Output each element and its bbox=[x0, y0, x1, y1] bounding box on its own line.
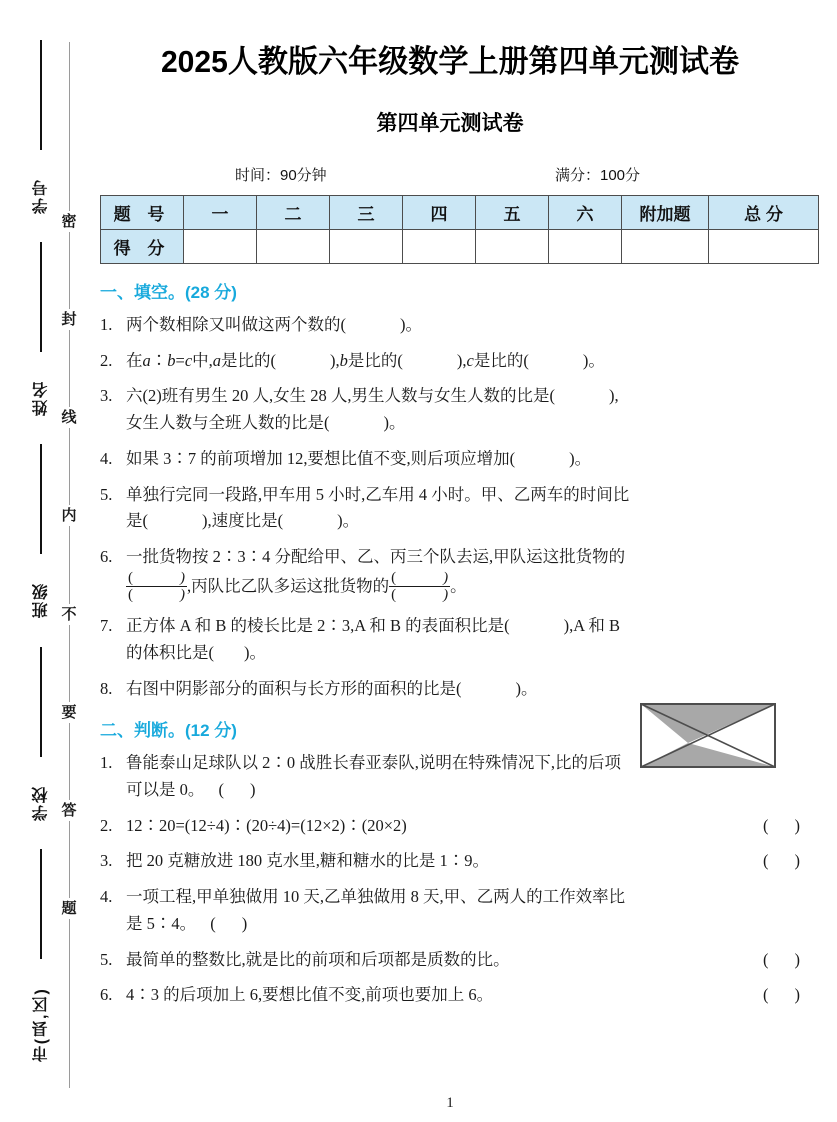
question-text: 正方体 A 和 B 的棱长比是 2∶3,A 和 B 的表面积比是( bbox=[126, 616, 510, 636]
question-1-5 bbox=[100, 482, 800, 535]
question-text: 在 bbox=[126, 350, 143, 370]
fraction-numerator[interactable] bbox=[126, 570, 187, 586]
question-text: 鲁能泰山足球队以 2∶0 战胜长春亚泰队,说明在特殊情况下,比的后项 bbox=[126, 753, 621, 773]
paren-open: ( bbox=[763, 851, 769, 871]
score-cell-2[interactable] bbox=[257, 230, 330, 264]
paren-open: ( bbox=[763, 949, 769, 969]
margin-field-shixianqu: 市(县,区) bbox=[32, 986, 50, 1062]
seal-char-3: 线 bbox=[61, 409, 77, 427]
answer-bracket[interactable] bbox=[200, 914, 247, 933]
question-number: 7. bbox=[100, 616, 113, 636]
score-cell-total[interactable] bbox=[709, 230, 819, 264]
variable-c: c bbox=[184, 350, 193, 370]
fraction-blank-2[interactable] bbox=[389, 570, 450, 603]
question-number: 6. bbox=[100, 547, 113, 567]
question-2-1 bbox=[100, 750, 800, 803]
question-text-tail: )。 bbox=[515, 678, 538, 698]
paren-close: ) bbox=[794, 851, 800, 871]
question-1-7 bbox=[100, 613, 800, 666]
seal-char-2: 封 bbox=[61, 311, 77, 329]
score-table-col-1: 一 bbox=[184, 196, 257, 230]
margin-field-banji: 班级 bbox=[32, 582, 50, 619]
question-line-1 bbox=[126, 982, 800, 1009]
answer-bracket[interactable] bbox=[753, 982, 800, 1009]
score-table-col-4: 四 bbox=[403, 196, 476, 230]
paren-open: ( bbox=[763, 985, 769, 1005]
page-subtitle: 第四单元测试卷 bbox=[376, 112, 524, 135]
score-table-col-5: 五 bbox=[476, 196, 549, 230]
paren-close: ) bbox=[794, 815, 800, 835]
question-text: 中, bbox=[192, 350, 213, 370]
seal-dash bbox=[69, 526, 70, 603]
score-table-col-3: 三 bbox=[330, 196, 403, 230]
seal-dash bbox=[69, 723, 70, 800]
seal-dash bbox=[69, 428, 70, 505]
question-number: 1. bbox=[100, 753, 113, 773]
question-number: 2. bbox=[100, 350, 113, 370]
score-cell-bonus[interactable] bbox=[622, 230, 709, 264]
question-text: 是( bbox=[126, 511, 148, 531]
question-line-1 bbox=[126, 947, 800, 974]
question-1-2 bbox=[100, 348, 800, 375]
question-number: 3. bbox=[100, 386, 113, 406]
paren-close: ) bbox=[241, 913, 248, 933]
table-row-question-numbers bbox=[101, 196, 819, 230]
paren-open: ( bbox=[128, 586, 133, 603]
equals-symbol: = bbox=[175, 350, 185, 370]
question-text: 是比的( bbox=[347, 350, 403, 370]
question-text: 的体积比是( bbox=[126, 642, 214, 662]
question-text: 一批货物按 2∶3∶4 分配给甲、乙、丙三个队去运,甲队运这批货物的 bbox=[126, 547, 626, 567]
question-1-4 bbox=[100, 446, 800, 473]
question-2-2 bbox=[100, 813, 800, 840]
seal-char-8: 题 bbox=[61, 899, 77, 917]
exam-time-label: 时间：90分钟 bbox=[235, 167, 327, 184]
seal-dash bbox=[69, 821, 70, 898]
variable-a: a bbox=[142, 350, 151, 370]
question-text: ), bbox=[456, 350, 467, 370]
section-1-points: (28 分) bbox=[185, 283, 237, 302]
question-text: 单独行完同一段路,甲车用 5 小时,乙车用 4 小时。甲、乙两车的时间比 bbox=[126, 484, 630, 504]
margin-divider bbox=[40, 849, 42, 959]
score-table-row-label-question: 题 号 bbox=[101, 196, 184, 230]
question-1-6 bbox=[100, 544, 800, 604]
question-text-tail: )。 bbox=[244, 642, 266, 662]
question-text: ), bbox=[330, 350, 340, 370]
question-number: 2. bbox=[100, 815, 113, 835]
question-line-1 bbox=[126, 848, 800, 875]
paren-open: ( bbox=[218, 780, 224, 799]
question-text: ),A 和 B bbox=[563, 616, 621, 636]
seal-char-7: 答 bbox=[61, 801, 77, 819]
page-number: 1 bbox=[446, 1095, 454, 1111]
paren-close: ) bbox=[794, 985, 800, 1005]
seal-dash bbox=[69, 625, 70, 702]
test-paper-body bbox=[100, 0, 800, 1122]
margin-divider bbox=[40, 40, 42, 150]
fraction-denominator[interactable] bbox=[389, 586, 450, 603]
question-line-2 bbox=[126, 777, 800, 804]
question-text: 如果 3∶7 的前项增加 12,要想比值不变,则后项应增加( bbox=[126, 448, 516, 468]
score-cell-3[interactable] bbox=[330, 230, 403, 264]
question-1-1 bbox=[100, 312, 800, 339]
answer-bracket[interactable] bbox=[753, 848, 800, 875]
question-text-tail: )。 bbox=[400, 315, 422, 334]
section-2-question-list bbox=[100, 750, 800, 1009]
question-text: 两个数相除又叫做这两个数的( bbox=[126, 315, 346, 334]
paren-open: ( bbox=[210, 913, 216, 933]
paren-close: ) bbox=[250, 780, 256, 799]
score-cell-5[interactable] bbox=[476, 230, 549, 264]
exam-full-marks-label: 满分：100分 bbox=[555, 167, 641, 184]
question-text: 一项工程,甲单独做用 10 天,乙单独做用 8 天,甲、乙两人的工作效率比 bbox=[126, 887, 626, 907]
question-number: 5. bbox=[100, 484, 113, 504]
seal-dash bbox=[69, 330, 70, 407]
variable-b-2: b bbox=[339, 350, 348, 370]
question-text: 六(2)班有男生 20 人,女生 28 人,男生人数与女生人数的比是( bbox=[126, 386, 555, 406]
question-text: 右图中阴影部分的面积与长方形的面积的比是( bbox=[126, 678, 462, 698]
score-cell-4[interactable] bbox=[403, 230, 476, 264]
page-title: 2025人教版六年级数学上册第四单元测试卷 bbox=[160, 44, 740, 79]
score-cell-6[interactable] bbox=[549, 230, 622, 264]
paren-open: ( bbox=[391, 569, 397, 586]
score-table-col-2: 二 bbox=[257, 196, 330, 230]
question-number: 3. bbox=[100, 851, 113, 871]
question-text: ),速度比是( bbox=[202, 511, 284, 531]
score-cell-1[interactable] bbox=[184, 230, 257, 264]
question-text-tail: 。 bbox=[450, 576, 467, 596]
seal-char-5: 不 bbox=[61, 605, 77, 623]
answer-bracket[interactable] bbox=[753, 813, 800, 840]
answer-bracket[interactable] bbox=[753, 947, 800, 974]
question-1-3 bbox=[100, 383, 800, 436]
section-2-points: (12 分) bbox=[185, 721, 237, 741]
paren-close: ) bbox=[180, 569, 185, 586]
paren-close: ) bbox=[794, 949, 800, 969]
variable-c-2: c bbox=[466, 350, 474, 370]
question-text: 4∶3 的后项加上 6,要想比值不变,前项也要加上 6。 bbox=[126, 985, 494, 1005]
score-table-col-total: 总 分 bbox=[709, 196, 819, 230]
score-table-col-6: 六 bbox=[549, 196, 622, 230]
question-text: 12∶20=(12÷4)∶(20÷4)=(12×2)∶(20×2) bbox=[126, 815, 407, 835]
paren-close: ) bbox=[443, 586, 449, 603]
paren-open: ( bbox=[763, 815, 769, 835]
section-1-title: 一、填空。 bbox=[100, 283, 185, 302]
question-line-2 bbox=[126, 640, 800, 667]
question-line-2 bbox=[126, 571, 800, 604]
question-text: 是比的( bbox=[221, 350, 277, 370]
seal-char-1: 密 bbox=[61, 213, 77, 231]
score-table-col-bonus: 附加题 bbox=[622, 196, 709, 230]
question-text: ,丙队比乙队多运这批货物的 bbox=[187, 576, 390, 596]
fraction-numerator[interactable] bbox=[389, 570, 450, 586]
question-text-tail: )。 bbox=[569, 448, 592, 468]
seal-dash bbox=[69, 232, 70, 309]
ratio-symbol: ∶ bbox=[150, 350, 168, 370]
answer-bracket[interactable] bbox=[209, 780, 256, 799]
question-2-5 bbox=[100, 947, 800, 974]
seal-dash bbox=[69, 919, 70, 1088]
margin-divider bbox=[40, 242, 42, 352]
section-2-title: 二、判断。 bbox=[100, 721, 185, 741]
question-text: 最简单的整数比,就是比的前项和后项都是质数的比。 bbox=[126, 949, 510, 969]
question-number: 8. bbox=[100, 678, 113, 698]
question-text: ), bbox=[608, 386, 619, 406]
question-text: 是比的( bbox=[473, 350, 529, 370]
question-text: 把 20 克糖放进 180 克水里,糖和糖水的比是 1∶9。 bbox=[126, 851, 489, 871]
seal-line-margin bbox=[52, 42, 86, 1088]
margin-divider bbox=[40, 444, 42, 554]
question-text-tail: )。 bbox=[337, 511, 360, 531]
question-number: 6. bbox=[100, 985, 113, 1005]
question-number: 4. bbox=[100, 448, 113, 468]
question-line-2 bbox=[126, 410, 800, 437]
section-heading-fill-blank bbox=[100, 278, 800, 303]
section-1-question-list bbox=[100, 312, 800, 702]
question-2-3 bbox=[100, 848, 800, 875]
seal-dash bbox=[69, 42, 70, 211]
score-table bbox=[100, 195, 819, 264]
exam-meta bbox=[100, 164, 800, 186]
fraction-denominator[interactable] bbox=[126, 586, 187, 603]
variable-a-2: a bbox=[212, 350, 222, 370]
paren-close: ) bbox=[180, 586, 185, 603]
paren-close: ) bbox=[443, 569, 449, 586]
question-text: 是 5∶4。 bbox=[126, 913, 197, 933]
question-number: 4. bbox=[100, 887, 113, 907]
seal-char-4: 内 bbox=[61, 507, 77, 525]
margin-field-xingming: 姓名 bbox=[32, 380, 50, 417]
score-table-row-label-score: 得 分 bbox=[101, 230, 184, 264]
question-1-8 bbox=[100, 676, 800, 703]
paren-open: ( bbox=[128, 569, 133, 586]
question-line-2 bbox=[126, 911, 800, 938]
question-2-4 bbox=[100, 884, 800, 937]
paren-open: ( bbox=[391, 586, 397, 603]
table-row-scores bbox=[101, 230, 819, 264]
question-number: 1. bbox=[100, 315, 113, 334]
variable-b: b bbox=[167, 350, 176, 370]
question-text-tail: )。 bbox=[383, 413, 406, 433]
question-number: 5. bbox=[100, 949, 113, 969]
fraction-blank-1[interactable] bbox=[126, 570, 187, 603]
question-2-6 bbox=[100, 982, 800, 1009]
question-text-tail: )。 bbox=[582, 350, 605, 370]
question-line-2 bbox=[126, 508, 800, 535]
question-text: 女生人数与全班人数的比是( bbox=[126, 413, 330, 433]
question-line-1 bbox=[126, 813, 800, 840]
seal-char-6: 要 bbox=[61, 703, 77, 721]
question-text: 可以是 0。 bbox=[126, 780, 205, 799]
margin-field-xuexiao: 学校 bbox=[32, 784, 50, 821]
margin-field-xuehao: 学号 bbox=[32, 178, 50, 215]
margin-divider bbox=[40, 647, 42, 757]
